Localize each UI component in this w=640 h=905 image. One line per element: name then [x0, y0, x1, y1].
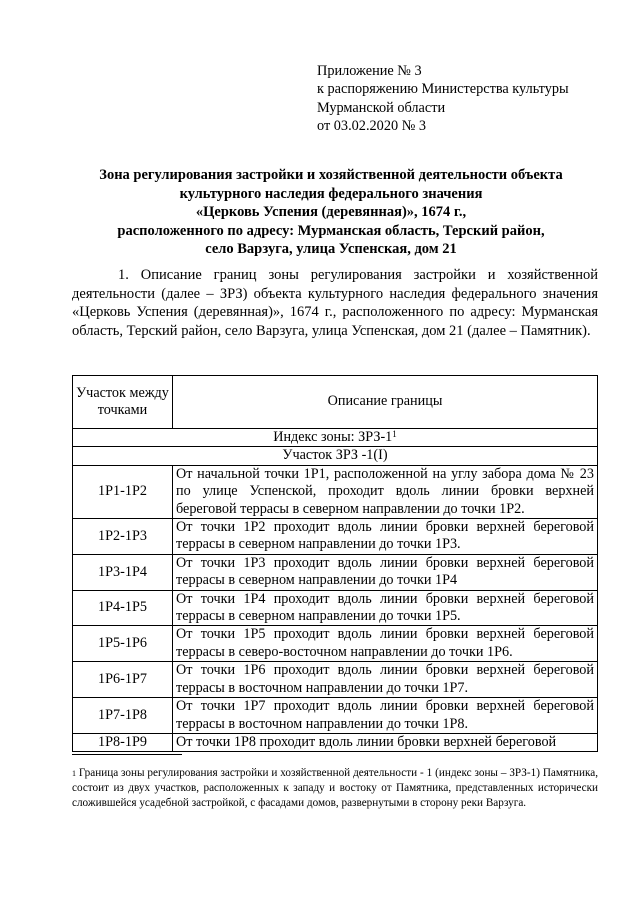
description-cell: От точки 1Р3 проходит вдоль линии бровки верхней береговой террасы в северном направлении до точки 1Р4 [173, 554, 598, 590]
description-cell: От точки 1Р7 проходит вдоль линии бровки верхней береговой террасы в восточном направлении до точки 1Р8. [173, 698, 598, 734]
footnote-text: Граница зоны регулирования застройки и хозяйственной деятельности - 1 (индекс зоны – ЗРЗ-1) Памятника, состоит из двух участков, расположенных к западу и востоку от Памятника, представленных исторически сложившейся усадебной застройкой, с фасадами домов, развернутыми в сторону реки Варзуга. [72, 767, 598, 810]
zone-index-row [73, 429, 598, 447]
document-title [60, 166, 602, 259]
title-line-4: расположенного по адресу: Мурманская область, Терский район, [117, 222, 545, 239]
title-line-2: культурного наследия федерального значения [179, 185, 483, 202]
table-row [73, 626, 598, 662]
appendix-order: к распоряжению Министерства культуры [317, 81, 569, 98]
paragraph-text: 1. Описание границ зоны регулирования застройки и хозяйственной деятельности (далее – ЗРЗ) объекта культурного наследия федерального значения «Церковь Успения (деревянная)», 1674 г., расположенного по адресу: Мурманская область, Терский район, село Варзуга, улица Успенская, дом 21 (далее – Памятник). [72, 267, 598, 339]
table-row [73, 465, 598, 518]
segment-cell: 1Р8-1Р9 [73, 733, 173, 751]
segment-cell: 1Р4-1Р5 [73, 590, 173, 626]
segment-cell: 1Р1-1Р2 [73, 465, 173, 518]
segment-cell: 1Р5-1Р6 [73, 626, 173, 662]
segment-cell: 1Р6-1Р7 [73, 662, 173, 698]
table-row [73, 662, 598, 698]
footnote-mark: 1 [72, 769, 76, 778]
header-description: Описание границы [173, 376, 598, 429]
zone-index-cell [73, 429, 598, 447]
header-segment: Участок между точками [73, 376, 173, 429]
table-row [73, 698, 598, 734]
appendix-region: Мурманской области [317, 99, 446, 116]
appendix-number: Приложение № 3 [317, 63, 422, 79]
footnote-separator [72, 754, 182, 755]
section-row [73, 447, 598, 465]
segment-cell: 1Р2-1Р3 [73, 519, 173, 555]
description-cell: От точки 1Р5 проходит вдоль линии бровки верхней береговой террасы в северо-восточном направлении до точки 1Р6. [173, 626, 598, 662]
description-cell: От точки 1Р2 проходит вдоль линии бровки верхней береговой террасы в северном направлении до точки 1Р3. [173, 519, 598, 555]
appendix-header [317, 62, 569, 135]
zone-index-text: Индекс зоны: ЗРЗ-1 [273, 429, 393, 445]
table-row [73, 590, 598, 626]
title-line-5: село Варзуга, улица Успенская, дом 21 [205, 241, 457, 258]
segment-cell: 1Р3-1Р4 [73, 554, 173, 590]
description-cell: От точки 1Р6 проходит вдоль линии бровки верхней береговой террасы в восточном направлении до точки 1Р7. [173, 662, 598, 698]
description-paragraph [72, 266, 598, 340]
section-cell: Участок ЗРЗ -1(I) [73, 447, 598, 465]
description-cell: От точки 1Р8 проходит вдоль линии бровки верхней береговой [173, 733, 598, 751]
table-row [73, 733, 598, 751]
title-line-3: «Церковь Успения (деревянная)», 1674 г., [195, 204, 467, 221]
footnote-ref: 1 [392, 429, 397, 439]
description-cell: От точки 1Р4 проходит вдоль линии бровки верхней береговой террасы в северном направлении до точки 1Р5. [173, 590, 598, 626]
table-row [73, 554, 598, 590]
footnote [72, 766, 598, 812]
description-cell: От начальной точки 1Р1, расположенной на углу забора дома № 23 по улице Успенской, проходит вдоль линии бровки верхней береговой террасы в северном направлении до точки 1Р2. [173, 465, 598, 518]
boundary-table [72, 375, 598, 752]
appendix-date: от 03.02.2020 № 3 [317, 117, 427, 134]
title-line-1: Зона регулирования застройки и хозяйственной деятельности объекта [99, 167, 563, 183]
table-row [73, 519, 598, 555]
segment-cell: 1Р7-1Р8 [73, 698, 173, 734]
table-header-row [73, 376, 598, 429]
